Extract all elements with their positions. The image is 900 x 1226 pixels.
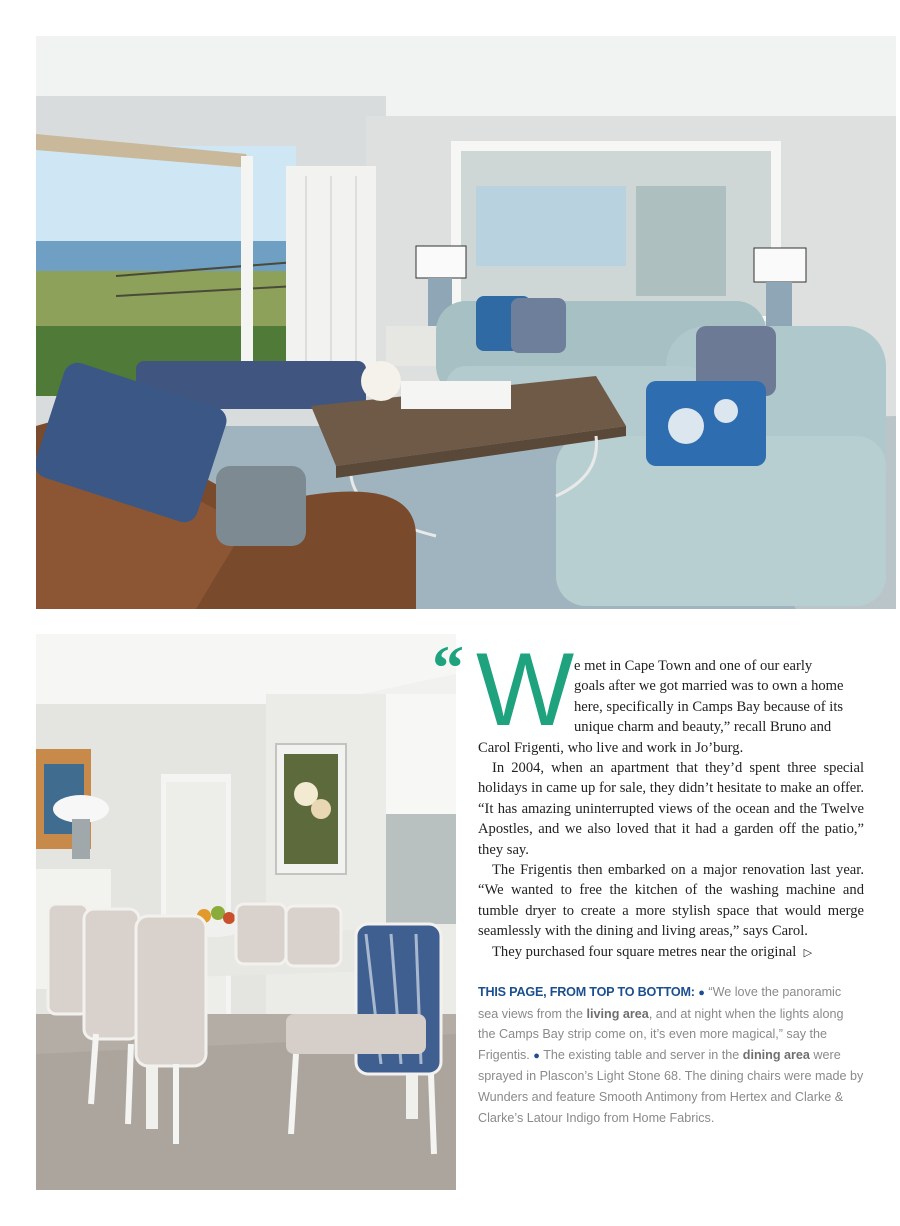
article-body: [478, 656, 864, 963]
paragraph-4: [478, 942, 864, 963]
caption-heading: THIS PAGE, FROM TOP TO BOTTOM:: [478, 985, 695, 999]
dining-area-photo: [36, 634, 456, 1190]
caption-text-1a: “We love the panoramic sea views from the: [478, 985, 842, 1021]
bullet-icon: ●: [533, 1049, 540, 1062]
caption-text-2a: The existing table and server in the: [543, 1047, 743, 1062]
lead-line-5: Carol Frigenti, who live and work in Jo’burg.: [478, 739, 744, 756]
living-area-illustration: [36, 36, 896, 609]
caption-bold-living-area: living area: [586, 1006, 649, 1021]
lead-line-3: here, specifically in Camps Bay because of its: [574, 698, 844, 715]
caption-text-2b: were sprayed in Plascon’s Light Stone 68. The dining chairs were made by Wunders and feature Smooth Antimony from Hertex and Clarke & Clarke’s Latour Indigo from Home Fabrics.: [478, 1047, 864, 1125]
living-area-photo: [36, 36, 896, 609]
lead-line-1: e met in Cape Town and one of our early: [574, 658, 813, 674]
caption-text-1b: , and at night when the lights along the Camps Bay strip come on, it’s even more magical,” say the Frigentis.: [478, 1006, 844, 1062]
caption-bold-dining-area: dining area: [742, 1047, 810, 1062]
bullet-icon: ●: [698, 987, 705, 999]
opening-quote-mark: “: [432, 632, 464, 703]
paragraph-2: In 2004, when an apartment that they’d spent three special holidays in came up for sale, they didn’t hesitate to make an offer. “It has amazing uninterrupted views of the ocean and the Twelve Apostles, and we also loved that it had a garden off the patio,” they say.: [478, 760, 864, 858]
lead-paragraph: [478, 656, 864, 758]
lead-line-2: goals after we got married was to own a home: [574, 678, 844, 695]
lead-line-4: unique charm and beauty,” recall Bruno and: [574, 719, 832, 736]
paragraph-4-text: They purchased four square metres near the original: [492, 943, 797, 960]
photo-caption: [478, 982, 864, 1128]
dining-area-illustration: [36, 634, 456, 1190]
drop-cap: W: [476, 632, 571, 748]
paragraph-3: The Frigentis then embarked on a major renovation last year. “We wanted to free the kitchen of the washing machine and tumble dryer to create a more stylish space that would merge seamlessly with the dining and living areas,” says Carol.: [478, 862, 864, 940]
continue-arrow-icon: ▷: [803, 945, 813, 959]
